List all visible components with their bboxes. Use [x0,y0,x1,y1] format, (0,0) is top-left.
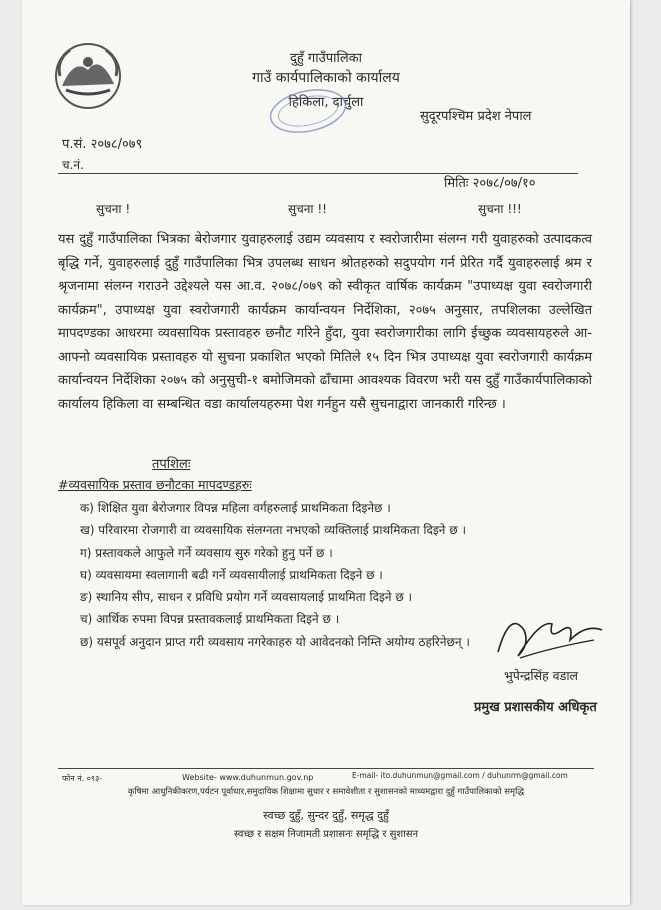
municipality-name: दुहुँ गाउँपालिका [289,51,363,66]
notice-label-1: सुचना ! [96,202,131,216]
footer-motto: स्वच्छ दुहुँ, सुन्दर दुहुँ, समृद्ध दुहुँ [263,809,389,822]
office-address: हिकिला, दार्चुला [288,95,364,110]
footer-website: Website- www.duhunmun.gov.np [182,773,314,782]
dispatch-number: च.नं. [62,158,84,172]
signatory-title: प्रमुख प्रशासकीय अधिकृत [474,700,597,715]
footer-phone: फोन नं. ०९३- [62,774,103,783]
office-stamp-icon [266,86,350,136]
province-name: सुदूरपश्चिम प्रदेश नेपाल [420,109,532,124]
list-item: छ) यसपूर्व अनुदान प्राप्त गरी व्यवसाय नगरेकाहरु यो आवेदनको निम्ति अयोग्य ठहरिनेछन् । [80,634,470,649]
signatory-name: भुपेन्द्रसिंह वडाल [504,668,579,683]
document-page [22,0,630,905]
criteria-list [80,497,470,653]
details-heading: तपशिलः [152,457,191,472]
criteria-heading: #व्यवसायिक प्रस्ताव छनौटका मापदण्डहरुः [58,477,252,492]
list-item: ङ) स्थानिय सीप, साधन र प्रविधि प्रयोग गर्ने व्यवसायलाई प्राथमिता दिइने छ । [80,590,413,605]
list-item: क) शिक्षित युवा बेरोजगार विपन्न महिला वर्गहरुलाई प्राथमिकता दिइनेछ । [80,501,391,515]
document-date: मितिः २०७८/०७/१० [444,176,536,191]
list-item: च) आर्थिक रुपमा विपन्न प्रस्तावकलाई प्राथमिकता दिइने छ । [80,612,340,627]
notice-label-3: सुचना !!! [478,202,522,216]
footer-vision: कृषिमा आधुनिकीकरण,पर्यटन पूर्वाधार,समुदायिक शिक्षामा सुधार र समावेशीता र सुशासनको माध्यमद्वारा दुहुँ गाउँपालिकाको समृद्धि [127,787,525,797]
footer-administration-motto: स्वच्छ र सक्षम निजामती प्रशासनः समृद्धि र सुशासन [233,829,419,840]
office-name: गाउँ कार्यपालिकाको कार्यालय [252,70,400,86]
list-item: ख) परिवारमा रोजगारी वा व्यवसायिक संलग्नता नभएको व्यक्तिलाई प्राथमिकता दिइने छ । [80,523,466,538]
list-item: घ) व्यवसायमा स्वलागानी बढी गर्ने व्यवसायीलाई प्राथमिकता दिइने छ । [80,567,383,582]
signature-icon [490,600,610,670]
footer-divider [58,768,594,769]
list-item: ग) प्रस्तावकले आफुले गर्ने व्यवसाय सुरु गरेको हुनु पर्ने छ । [80,545,333,560]
notice-body: यस दुहुँ गाउँपालिका भित्रका बेरोजगार युवाहरुलाई उद्यम व्यवसाय र स्वरोजारीमा संलग्न गरी युवाहरुको उत्पादकत्व बृद्धि गर्ने, युवाहरुलाई दुहुँ गाउँपालिका भित्र उपलब्ध साधन श्रोतहरुको सदुपयोग गर्न प्रेरित गर्दै युवाहरुलाई श्रम र श्रृजनामा संलग्न गराउने उद्देश्यले यस आ.व. २०७८/०७९ को स्वीकृत वार्षिक कार्यक्रम "उपाध्यक्ष युवा स्वरोजगारी कार्यक्रम", उपाध्यक्ष युवा स्वरोजगारी कार्यक्रम कार्यान्वयन निर्देशिका, २०७५ अनुसार, तपशिलका उल्लेखित मापदण्डका आधरमा व्यवसायिक प्रस्तावहरु छनौट गरिने हुँदा, युवा स्वरोजगारीका लागि ईच्छुक व्यवसायहरुले आ-आफ्नो व्यवसायिक प्रस्तावहरु यो सुचना प्रकाशित भएको मितिले १५ दिन भित्र उपाध्यक्ष युवा स्वरोजगारी कार्यक्रम कार्यान्वयन निर्देशिका २०७५ को अनुसुची-१ बमोजिमको ढाँचामा आवश्यक विवरण भरी यस दुहुँ गाउँकार्यपालिकाको कार्यालय हिकिला वा सम्बन्धित वडा कार्यालयहरुमा पेश गर्नहुन यसै सुचनाद्वारा जानकारी गरिन्छ । [58,232,592,412]
footer-email: E-mail- ito.duhunmun@gmail.com / duhunrm@gmail.com [352,771,568,780]
notice-label-2: सुचना !! [288,202,327,216]
reference-number: प.सं. २०७८/०७९ [62,137,143,152]
